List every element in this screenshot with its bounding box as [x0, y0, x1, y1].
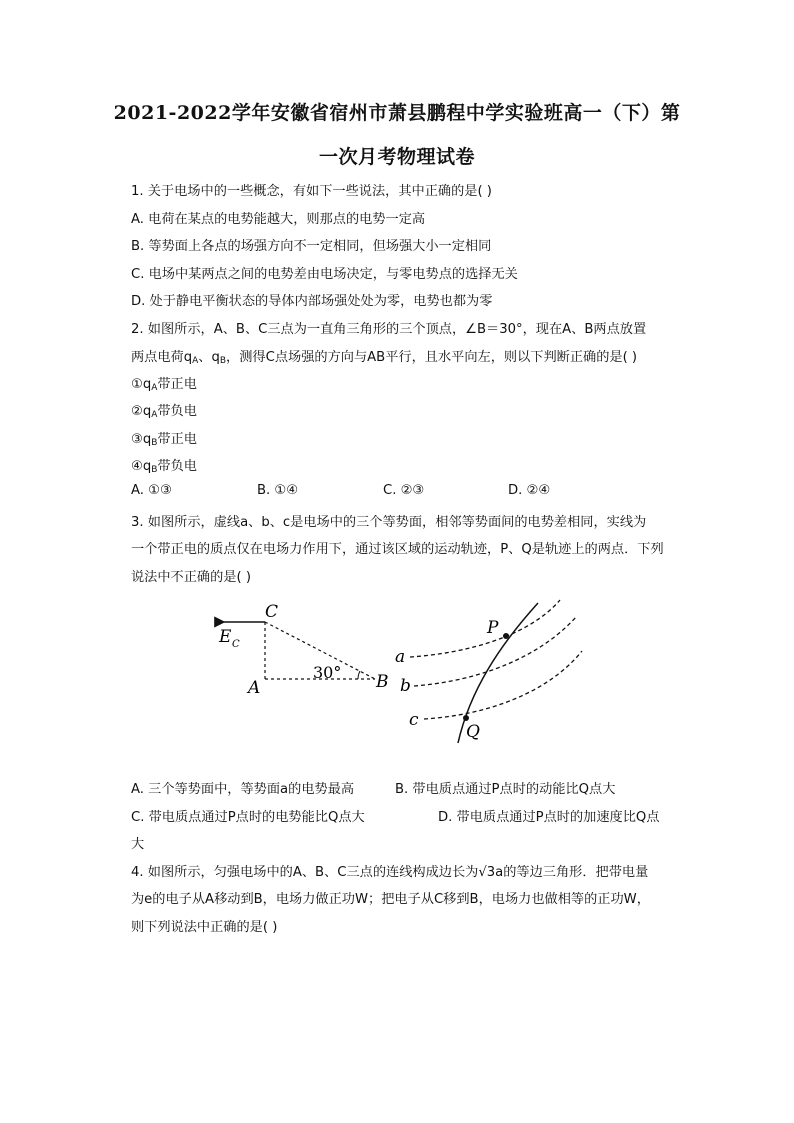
- q1-option-c: C. 电场中某两点之间的电势差由电场决定，与零电势点的选择无关: [131, 267, 518, 282]
- q3-option-c: C. 带电质点通过P点时的电势能比Q点大: [131, 810, 365, 825]
- equipotential-c: [424, 651, 582, 719]
- q4-line3: 则下列说法中正确的是( ): [131, 920, 278, 935]
- q2-stem-line2: 两点电荷$q_A$、$q_B$，测得C点场强的方向与AB平行，且水平向左，则以下判断正确的是( ): [131, 350, 638, 366]
- equipotential-a: [410, 600, 560, 657]
- title-line-1: 2021-2022学年安徽省宿州市萧县鹏程中学实验班高一（下）第: [113, 102, 681, 124]
- q2-choice-a: A. ①③: [131, 483, 172, 498]
- q1-option-b: B. 等势面上各点的场强方向不一定相同，但场强大小一定相同: [131, 239, 492, 254]
- q2-choices: [131, 483, 731, 503]
- q3-stem-line2: 一个带正电的质点仅在电场力作用下，通过该区域的运动轨迹，P、Q是轨迹上的两点．下列: [131, 542, 664, 557]
- q2-stem-line1: 2. 如图所示，A、B、C三点为一直角三角形的三个顶点，∠B＝30°，现在A、B两点放置: [131, 322, 647, 337]
- point-p: [503, 633, 509, 639]
- label-b: B: [376, 672, 389, 692]
- q1-stem: 1. 关于电场中的一些概念，有如下一些说法，其中正确的是( ): [131, 184, 492, 199]
- title-line-2: 一次月考物理试卷: [318, 146, 475, 168]
- q3-options-row2: [131, 806, 711, 826]
- q2-choice-d: D. ②④: [508, 483, 551, 498]
- label-p: P: [487, 618, 499, 638]
- label-angle: 30°: [313, 663, 342, 682]
- q3-stem-line1: 3. 如图所示，虚线a、b、c是电场中的三个等势面，相邻等势面间的电势差相同，实线为: [131, 515, 647, 530]
- equipotential-figure: [390, 595, 590, 747]
- label-c: C: [265, 602, 279, 622]
- q3-option-a: A. 三个等势面中，等势面a的电势最高: [131, 782, 355, 797]
- q2-choice-b: B. ①④: [257, 483, 299, 498]
- q3-option-d: D. 带电质点通过P点时的加速度比Q点: [438, 810, 660, 825]
- q2-statement-3: $③q_B$带正电: [131, 432, 197, 448]
- q4-line2: 为e的电子从A移动到B，电场力做正功W；把电子从C移到B，电场力也做相等的正功W，: [131, 892, 650, 907]
- q2-statement-2: $②q_A$带负电: [131, 404, 197, 420]
- label-b-surface: b: [400, 676, 411, 696]
- angle-arc: [358, 671, 360, 679]
- point-q: [463, 715, 469, 721]
- label-q: Q: [466, 722, 480, 742]
- label-e: E: [219, 627, 232, 647]
- q2-choice-c: C. ②③: [383, 483, 425, 498]
- label-a: A: [248, 678, 261, 698]
- q3-stem-line3: 说法中不正确的是( ): [131, 570, 251, 585]
- sqrt-expression: √3a: [478, 865, 504, 880]
- label-a-surface: a: [395, 647, 406, 667]
- label-c-surface: c: [409, 710, 419, 730]
- q3-option-b: B. 带电质点通过P点时的动能比Q点大: [395, 782, 616, 797]
- q2-statement-1: $①q_A$带正电: [131, 377, 197, 393]
- q1-option-a: A. 电荷在某点的电势能越大，则那点的电势一定高: [131, 212, 426, 227]
- q4-line1: 4. 如图所示，匀强电场中的A、B、C三点的连线构成边长为√3a的等边三角形．把带电量: [131, 865, 649, 880]
- q3-option-d-wrap: 大: [131, 837, 145, 852]
- q1-option-d: D. 处于静电平衡状态的导体内部场强处处为零，电势也都为零: [131, 294, 493, 309]
- label-e-sub: C: [232, 639, 240, 650]
- q2-statement-4: $④q_B$带负电: [131, 459, 197, 475]
- triangle-figure: [210, 595, 400, 705]
- q3-options-row1: [131, 778, 711, 798]
